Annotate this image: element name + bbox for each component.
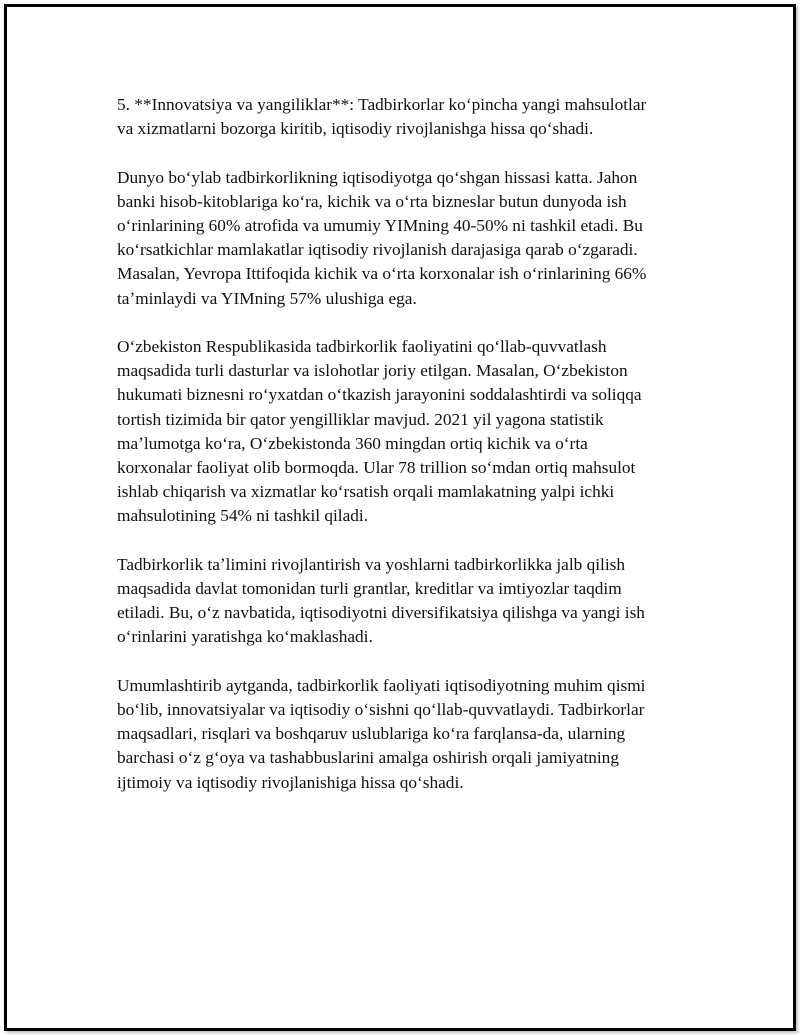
paragraph-global-contribution: Dunyo boʻylab tadbirkorlikning iqtisodiyotga qoʻshgan hissasi katta. Jahon banki hisob-kitoblariga koʻra, kichik va oʻrta bizneslar butun dunyoda ish oʻrinlarining 60% atrofida va umumiy YIMning 40-50% ni tashkil etadi. Bu koʻrsatkichlar mamlakatlar iqtisodiy rivojlanish darajasiga qarab oʻzgaradi. Masalan, Yevropa Ittifoqida kichik va oʻrta korxonalar ish oʻrinlarining 66% taʼminlaydi va YIMning 57% ulushiga ega.	[117, 167, 647, 308]
paragraph-innovation: 5. **Innovatsiya va yangiliklar**: Tadbirkorlar koʻpincha yangi mahsulotlar va xizmatlarni bozorga kiritib, iqtisodiy rivojlanishga hissa qoʻshadi.	[117, 95, 647, 139]
paragraph-conclusion: Umumlashtirib aytganda, tadbirkorlik faoliyati iqtisodiyotning muhim qismi boʻlib, innovatsiyalar va iqtisodiy oʻsishni qoʻllab-quvvatlaydi. Tadbirkorlar maqsadlari, risqlari va boshqaruv uslublariga koʻra farqlansa-da, ularning barchasi oʻz gʻoya va tashabbuslarini amalga oshirish orqali jamiyatning ijtimoiy va iqtisodiy rivojlanishiga hissa qoʻshadi.	[117, 675, 646, 792]
paragraph-education-grants: Tadbirkorlik taʼlimini rivojlantirish va yoshlarni tadbirkorlikka jalb qilish maqsadida davlat tomonidan turli grantlar, kreditlar va imtiyozlar taqdim etiladi. Bu, oʻz navbatida, iqtisodiyotni diversifikatsiya qilishga va yangi ish oʻrinlarini yaratishga koʻmaklashadi.	[117, 554, 645, 647]
paragraph-uzbekistan-support: Oʻzbekiston Respublikasida tadbirkorlik faoliyatini qoʻllab-quvvatlash maqsadida turli dasturlar va islohotlar joriy etilgan. Masalan, Oʻzbekiston hukumati biznesni roʻyxatdan oʻtkazish jarayonini soddalashtirdi va soliqqa tortish tizimida bir qator yengilliklar mavjud. 2021 yil yagona statistik maʼlumotga koʻra, Oʻzbekistonda 360 mingdan ortiq kichik va oʻrta korxonalar faoliyat olib bormoqda. Ular 78 trillion soʻmdan ortiq mahsulot ishlab chiqarish va xizmatlar koʻrsatish orqali mamlakatning yalpi ichki mahsulotining 54% ni tashkil qiladi.	[117, 337, 642, 526]
document-body	[117, 93, 692, 819]
